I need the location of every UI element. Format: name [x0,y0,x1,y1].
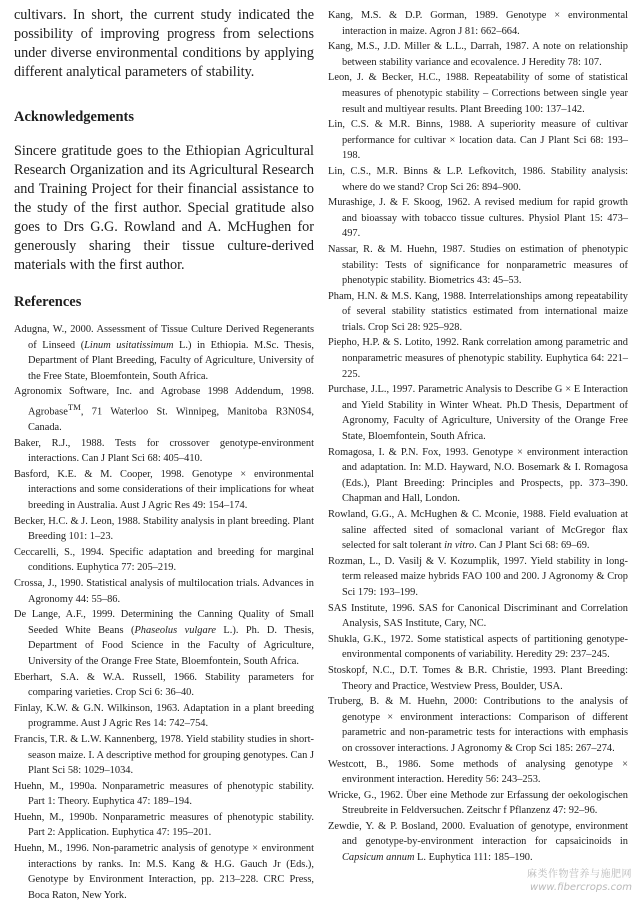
reference-entry: Finlay, K.W. & G.N. Wilkinson, 1963. Adaptation in a plant breeding programme. Aust J Agric Res 14: 742–754. [14,702,314,730]
references-list-left [14,322,314,903]
reference-entry: Adugna, W., 2000. Assessment of Tissue Culture Derived Regenerants of Linseed (Linum usitatissimum L.) in Ethiopia. M.Sc. Thesis, Department of Plant Breeding, Faculty of Agriculture, University of the Free State, Bloemfontein, South Africa. [14,324,314,382]
reference-entry: Rowland, G.G., A. McHughen & C. Mconie, 1988. Field evaluation at saline affected sited of somaclonal variant of McGregor flax selected for salt tolerant in vitro. Can J Plant Sci 68: 69–69. [328,509,628,552]
reference-entry: Baker, R.J., 1988. Tests for crossover genotype-environment interactions. Can J Plant Sci 68: 405–410. [14,437,314,465]
acknowledgements-heading: Acknowledgements [14,109,135,125]
watermark-url: www.fibercrops.com [530,882,632,893]
reference-entry: De Lange, A.F., 1999. Determining the Canning Quality of Small Seeded White Beans (Phaseolus vulgare L.). Ph. D. Thesis, Department of Food Science in the Faculty of Agriculture, University of the Orange Free State, Bloemfontein, South Africa. [14,609,315,667]
reference-entry: Wricke, G., 1962. Über eine Methode zur Erfassung der oekologischen Streubreite in Feldversuchen. Zeitschr f Pflanzenz 47: 92–96. [328,789,628,817]
reference-entry: Pham, H.N. & M.S. Kang, 1988. Interrelationships among repeatability of several stability statistics estimated from international maize trials. Crop Sci 28: 925–928. [328,290,628,333]
reference-entry: Leon, J. & Becker, H.C., 1988. Repeatability of some of statistical measures of phenotypic stability – Corrections between single year result and multiyear results. Plant Breeding 100: 137–142. [328,72,628,115]
reference-entry: Romagosa, I. & P.N. Fox, 1993. Genotype × environment interaction and adaptation. In: M.D. Hayward, N.O. Bosemark & I. Romagosa (Eds.), Plant Breeding: Principles and Prospects, pp. 373–390. Chapman and Hall, London. [328,446,628,505]
reference-entry: Zewdie, Y. & P. Bosland, 2000. Evaluation of genotype, environment and genotype-by-environment interaction for capsaicinoids in Capsicum annum L. Euphytica 111: 185–190. [328,820,628,864]
reference-entry: Stoskopf, N.C., D.T. Tomes & B.R. Christie, 1993. Plant Breeding: Theory and Practice, Westview Press, Boulder, USA. [328,664,628,692]
reference-entry: Westcott, B., 1986. Some methods of analysing genotype × environment interaction. Heredity 56: 243–253. [328,758,628,786]
reference-entry: Kang, M.S., J.D. Miller & L.L., Darrah, 1987. A note on relationship between stability variance and ecovalence. J Heredity 78: 107. [328,41,628,68]
reference-entry: SAS Institute, 1996. SAS for Canonical Discriminant and Correlation Analysis, SAS Institute, Cary, NC. [328,602,628,630]
acknowledgements-paragraph: Sincere gratitude goes to the Ethiopian Agricultural Research Organization and its Agricultural Research and Training Project for their financial assistance to the study of the first author. Special gratitude also goes to Drs G.G. Rowland and A. McHughen for generously sharing their tissue culture-derived materials with the first author. [14,143,314,273]
trademark-superscript: TM [67,401,81,412]
watermark [512,868,632,894]
reference-entry: Francis, T.R. & L.W. Kannenberg, 1978. Yield stability studies in short-season maize. I. A descriptive method for grouping genotypes. Can J Plant Sci 58: 1029–1034. [14,733,314,777]
reference-entry: Kang, M.S. & D.P. Gorman, 1989. Genotype × environmental interaction in maize. Agron J 81: 662–664. [328,10,628,37]
reference-entry: Crossa, J., 1990. Statistical analysis of multilocation trials. Advances in Agronomy 44: 55–86. [14,577,314,605]
reference-entry: Lin, C.S., M.R. Binns & L.P. Lefkovitch, 1986. Stability analysis: where do we stand? Crop Sci 26: 894–900. [328,165,628,193]
reference-entry: Truberg, B. & M. Huehn, 2000: Contributions to the analysis of genotype × environment interactions: Comparison of different parametric and non-parametric tests for interactions with emphasis on crossover interactions. J Agronomy & Crop Sci 185: 267–274. [328,696,628,754]
reference-entry: Lin, C.S. & M.R. Binns, 1988. A superiority measure of cultivar performance for cultivar × location data. Can J Plant Sci 68: 193–198. [328,119,628,162]
reference-entry: Basford, K.E. & M. Cooper, 1998. Genotype × environmental interactions and some considerations of their implications for wheat breeding in Australia. Aust J Agric Res 49: 154–174. [14,468,314,511]
italic-term: Linum usitatissimum [84,339,174,351]
reference-entry: Shukla, G.K., 1972. Some statistical aspects of partitioning genotype-environmental components of variability. Heredity 29: 237–245. [328,633,628,661]
italic-term: Capsicum annum [342,852,415,864]
reference-entry: Rozman, L., D. Vasilj & V. Kozumplik, 1997. Yield stability in long-term released maize hybrids FAO 100 and 200. J Agronomy & Crop Sci 179: 193–199. [328,555,628,598]
reference-entry: Ceccarelli, S., 1994. Specific adaptation and breeding for marginal conditions. Euphytica 77: 205–219. [14,546,314,574]
reference-entry: Purchase, J.L., 1997. Parametric Analysis to Describe G × E Interaction and Yield Stability in Winter Wheat. Ph.D Thesis, Department of Agronomy, Faculty of Agriculture, University of the Orange Free State, Bloemfontein, South Africa. [328,384,628,443]
italic-term: Phaseolus vulgare [134,624,216,636]
reference-entry: Agronomix Software, Inc. and Agrobase 1998 Addendum, 1998. Agrobase™, 71 Waterloo St. Winnipeg, Manitoba R3N0S4, Canada. [14,386,314,434]
references-heading: References [14,294,82,310]
watermark-chinese-text: 麻类作物营养与施肥网 [527,869,632,880]
reference-entry: Piepho, H.P. & S. Lotito, 1992. Rank correlation among parametric and nonparametric measures of phenotypic stability. Euphytica 64: 221–225. [328,337,628,380]
reference-entry: Eberhart, S.A. & W.A. Russell, 1966. Stability parameters for comparing varieties. Crop Sci 6: 36–40. [14,671,314,699]
reference-entry: Huehn, M., 1990b. Nonparametric measures of phenotypic stability. Part 2: Application. Euphytica 47: 195–201. [14,811,314,839]
reference-entry: Huehn, M., 1996. Non-parametric analysis of genotype × environment interactions by ranks. In: M.S. Kang & H.G. Gauch Jr (Eds.), Genotype by Environment Interaction, pp. 213–228. CRC Press, Boca Raton, New York. [14,843,314,901]
left-column [14,6,314,903]
reference-entry: Becker, H.C. & J. Leon, 1988. Stability analysis in plant breeding. Plant Breeding 101: 1–23. [14,515,314,543]
intro-paragraph: cultivars. In short, the current study indicated the possibility of improving progress from selections under diverse environmental conditions by applying different analytical parameters of stability. [14,7,314,80]
reference-entry: Murashige, J. & F. Skoog, 1962. A revised medium for rapid growth and bioassay with tobacco tissue cultures. Physiol Plant 15: 473–497. [328,197,628,240]
italic-term: in vitro [444,540,475,552]
references-list-right [328,8,628,866]
reference-entry: Nassar, R. & M. Huehn, 1987. Studies on estimation of phenotypic stability: Tests of significance for nonparametric measures of phenotypic stability. Biometrics 43: 45–53. [328,243,628,287]
right-column [328,8,628,866]
reference-entry: Huehn, M., 1990a. Nonparametric measures of phenotypic stability. Part 1: Theory. Euphytica 47: 189–194. [14,780,314,808]
